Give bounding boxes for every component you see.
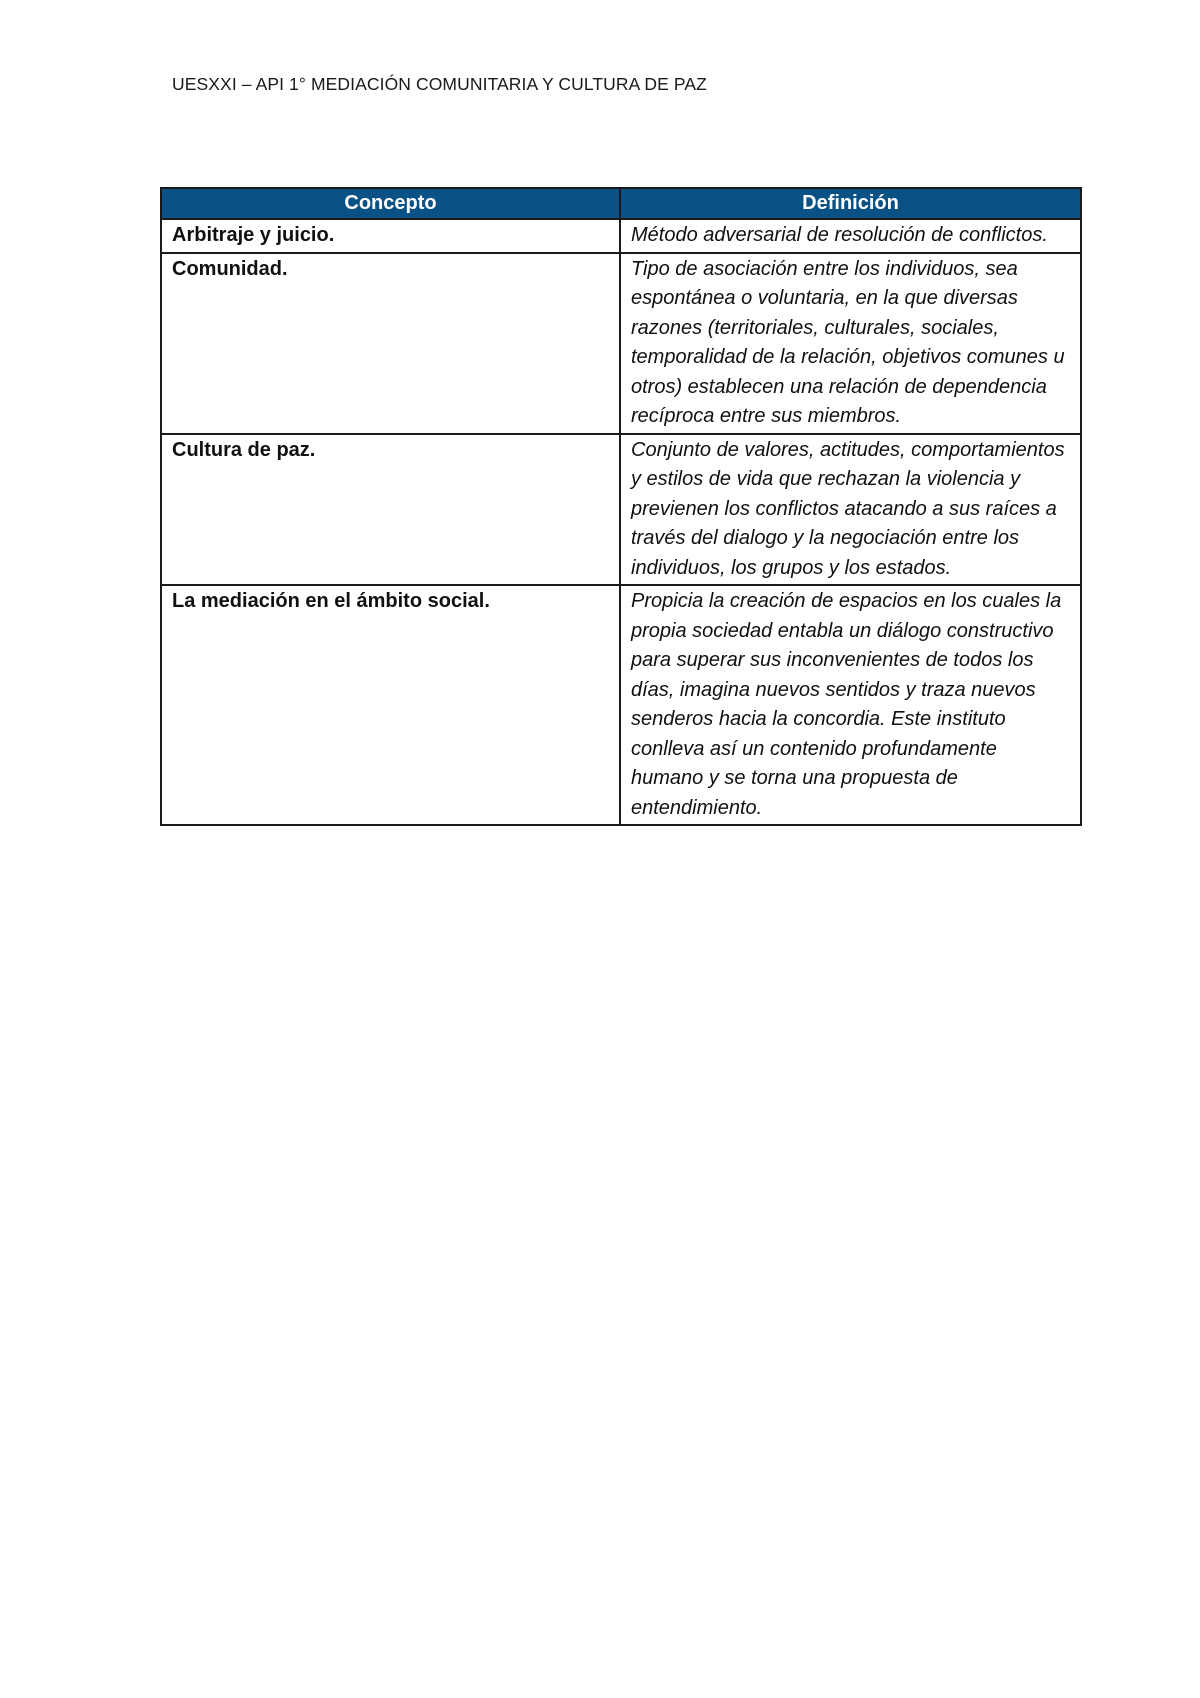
header-concept: Concepto [161,188,620,219]
concept-cell: Cultura de paz. [161,434,620,586]
table-row [161,219,1081,253]
header-definition: Definición [620,188,1081,219]
definition-cell: Método adversarial de resolución de conflictos. [620,219,1081,253]
concept-cell: Comunidad. [161,253,620,434]
concept-cell: La mediación en el ámbito social. [161,585,620,825]
concept-cell: Arbitraje y juicio. [161,219,620,253]
concept-definition-table [160,187,1082,826]
page-header: UESXXI – API 1° MEDIACIÓN COMUNITARIA Y CULTURA DE PAZ [172,74,707,94]
definition-cell: Propicia la creación de espacios en los cuales la propia sociedad entabla un diálogo constructivo para superar sus inconvenientes de todos los días, imagina nuevos sentidos y traza nuevos senderos hacia la concordia. Este instituto conlleva así un contenido profundamente humano y se torna una propuesta de entendimiento. [620,585,1081,825]
table-row [161,434,1081,586]
table-header-row [161,188,1081,219]
table-row [161,585,1081,825]
definition-cell: Tipo de asociación entre los individuos, sea espontánea o voluntaria, en la que diversas razones (territoriales, culturales, sociales, temporalidad de la relación, objetivos comunes u otros) establecen una relación de dependencia recíproca entre sus miembros. [620,253,1081,434]
table-row [161,253,1081,434]
definition-cell: Conjunto de valores, actitudes, comportamientos y estilos de vida que rechazan la violencia y previenen los conflictos atacando a sus raíces a través del dialogo y la negociación entre los individuos, los grupos y los estados. [620,434,1081,586]
